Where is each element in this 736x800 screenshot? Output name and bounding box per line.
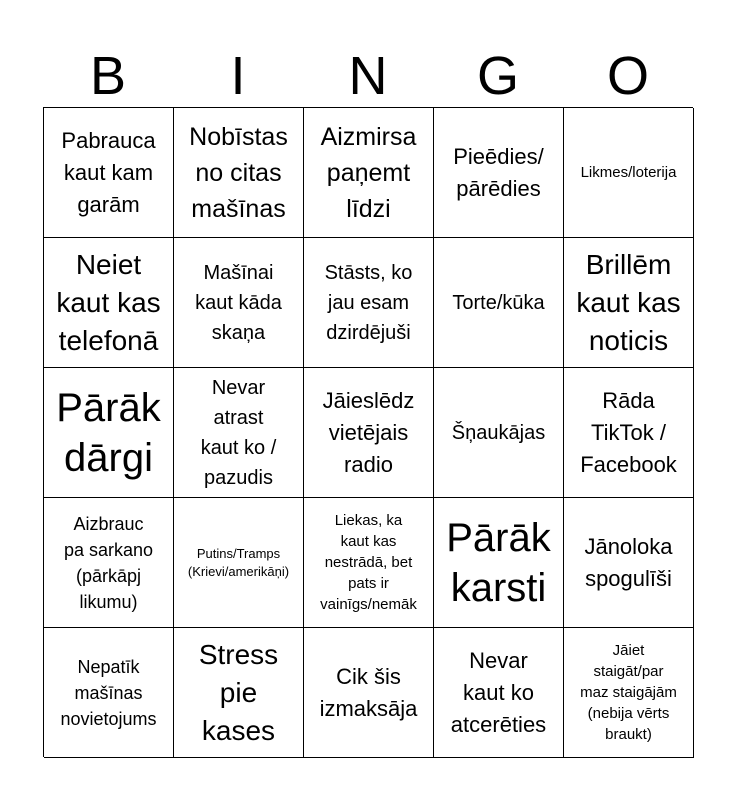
bingo-cell-r4-c4[interactable] [434,498,564,628]
cell-text: Putins/Tramps (Krievi/amerikāņi) [187,545,290,579]
bingo-cell-r3-c1[interactable] [44,368,174,498]
bingo-cell-r3-c3[interactable] [304,368,434,498]
bingo-cell-r4-c5[interactable] [564,498,694,628]
cell-text: Nevar atrast kaut ko / pazudis [200,376,277,489]
cell-text: Jāiet staigāt/par maz staigājām (nebija vērts braukt) [580,642,677,743]
bingo-cell-r4-c2[interactable] [174,498,304,628]
bingo-cell-r4-c1[interactable] [44,498,174,628]
cell-text: Mašīnai kaut kāda skaņa [195,261,282,344]
bingo-cell-r2-c5[interactable] [564,238,694,368]
bingo-cell-r5-c4[interactable] [434,628,564,758]
cell-text: Liekas, ka kaut kas nestrādā, bet pats ir vainīgs/nemāk [320,512,417,613]
cell-text: Nepatīk mašīnas novietojums [60,656,157,729]
header-letter-i: I [230,46,246,106]
bingo-cell-r3-c2[interactable] [174,368,304,498]
cell-text: Pārāk dārgi [56,385,161,480]
bingo-cell-r4-c3[interactable] [304,498,434,628]
header-letter-b: B [89,46,127,106]
cell-text: Šņaukājas [451,421,546,444]
bingo-board [43,107,693,757]
bingo-cell-r2-c3[interactable] [304,238,434,368]
cell-text: Stress pie kases [198,638,279,746]
header-letter-n: N [348,46,388,106]
cell-text: Cik šis izmaksāja [319,663,418,721]
cell-text: Aizmirsa paņemt līdzi [320,122,417,223]
bingo-cell-r1-c3[interactable] [304,108,434,238]
cell-text: Pārāk karsti [446,515,551,610]
cell-text: Pabrauca kaut kam garām [61,127,156,217]
bingo-cell-r1-c4[interactable] [434,108,564,238]
cell-text: Aizbrauc pa sarkano (pārkāpj likumu) [63,513,154,612]
bingo-cell-r1-c2[interactable] [174,108,304,238]
cell-text: Jāieslēdz vietējais radio [322,387,415,477]
bingo-cell-r2-c2[interactable] [174,238,304,368]
bingo-cell-r5-c1[interactable] [44,628,174,758]
cell-text: Pieēdies/ pārēdies [453,143,544,201]
bingo-cell-r5-c5[interactable] [564,628,694,758]
bingo-cell-r5-c3[interactable] [304,628,434,758]
bingo-cell-r1-c1[interactable] [44,108,174,238]
header-letter-o: O [606,46,649,106]
cell-text: Rāda TikTok / Facebook [580,387,677,477]
bingo-header [43,44,693,108]
bingo-cell-r3-c4[interactable] [434,368,564,498]
bingo-cell-r3-c5[interactable] [564,368,694,498]
bingo-cell-r1-c5[interactable] [564,108,694,238]
header-letter-g: G [476,46,519,106]
cell-text: Nobīstas no citas mašīnas [189,122,288,223]
bingo-cell-r2-c4[interactable] [434,238,564,368]
cell-text: Jānoloka spogulīši [584,533,673,591]
cell-text: Stāsts, ko jau esam dzirdējuši [324,261,413,344]
cell-text: Brillēm kaut kas noticis [576,248,681,356]
cell-text: Neiet kaut kas telefonā [56,248,161,356]
cell-text: Torte/kūka [452,291,545,314]
cell-text: Likmes/loterija [580,164,677,181]
bingo-cell-r5-c2[interactable] [174,628,304,758]
bingo-cell-r2-c1[interactable] [44,238,174,368]
cell-text: Nevar kaut ko atcerēties [450,647,547,737]
